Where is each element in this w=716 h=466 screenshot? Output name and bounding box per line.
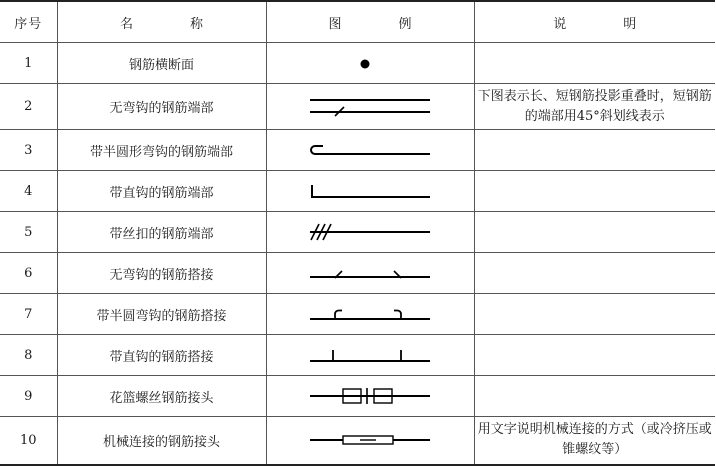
row-no: 3: [0, 130, 57, 171]
row-no: 6: [0, 253, 57, 294]
row-name: 无弯钩的钢筋搭接: [57, 253, 266, 294]
row-no: 8: [0, 335, 57, 376]
table-row: [0, 376, 715, 417]
mechanical-joint-icon: [305, 428, 435, 452]
row-no: 7: [0, 294, 57, 335]
row-name: 钢筋横断面: [57, 43, 266, 84]
row-name: 带半圆弯钩的钢筋搭接: [57, 294, 266, 335]
row-no: 4: [0, 171, 57, 212]
threaded-end-icon: [305, 220, 435, 244]
table-row: [0, 130, 715, 171]
row-name: 带直钩的钢筋端部: [57, 171, 266, 212]
table-row: [0, 212, 715, 253]
table-row: [0, 253, 715, 294]
row-no: 1: [0, 43, 57, 84]
row-description: [474, 130, 715, 171]
table-row: [0, 43, 715, 84]
row-description: [474, 294, 715, 335]
dot-icon: [305, 51, 435, 75]
end-no-hook-icon: [305, 92, 435, 122]
row-description: [474, 171, 715, 212]
row-description: [474, 335, 715, 376]
row-description: [474, 376, 715, 417]
table-row: [0, 335, 715, 376]
lap-no-hook-icon: [305, 261, 435, 285]
table-row: [0, 417, 715, 465]
header-no: 序号: [0, 1, 57, 43]
row-name: 花篮螺丝钢筋接头: [57, 376, 266, 417]
row-no: 10: [0, 417, 57, 465]
lap-semicircle-hook-icon: [305, 302, 435, 326]
row-name: 带丝扣的钢筋端部: [57, 212, 266, 253]
semicircle-hook-end-icon: [305, 138, 435, 162]
header-description: 说 明: [474, 1, 715, 43]
row-name: 带半圆形弯钩的钢筋端部: [57, 130, 266, 171]
lap-straight-hook-icon: [305, 343, 435, 367]
row-name: 带直钩的钢筋搭接: [57, 335, 266, 376]
row-no: 9: [0, 376, 57, 417]
row-description: [474, 253, 715, 294]
table-row: [0, 84, 715, 130]
row-no: 2: [0, 84, 57, 130]
header-row: [0, 1, 715, 43]
row-description: 下图表示长、短钢筋投影重叠时，短钢筋的端部用45°斜划线表示: [474, 84, 715, 130]
row-name: 机械连接的钢筋接头: [57, 417, 266, 465]
row-name: 无弯钩的钢筋端部: [57, 84, 266, 130]
table-row: [0, 294, 715, 335]
header-figure: 图 例: [266, 1, 474, 43]
row-description: [474, 43, 715, 84]
straight-hook-end-icon: [305, 179, 435, 203]
row-no: 5: [0, 212, 57, 253]
row-description: [474, 212, 715, 253]
row-description: 用文字说明机械连接的方式（或冷挤压或锥螺纹等）: [474, 417, 715, 465]
turnbuckle-joint-icon: [305, 384, 435, 408]
table-row: [0, 171, 715, 212]
header-name: 名 称: [57, 1, 266, 43]
